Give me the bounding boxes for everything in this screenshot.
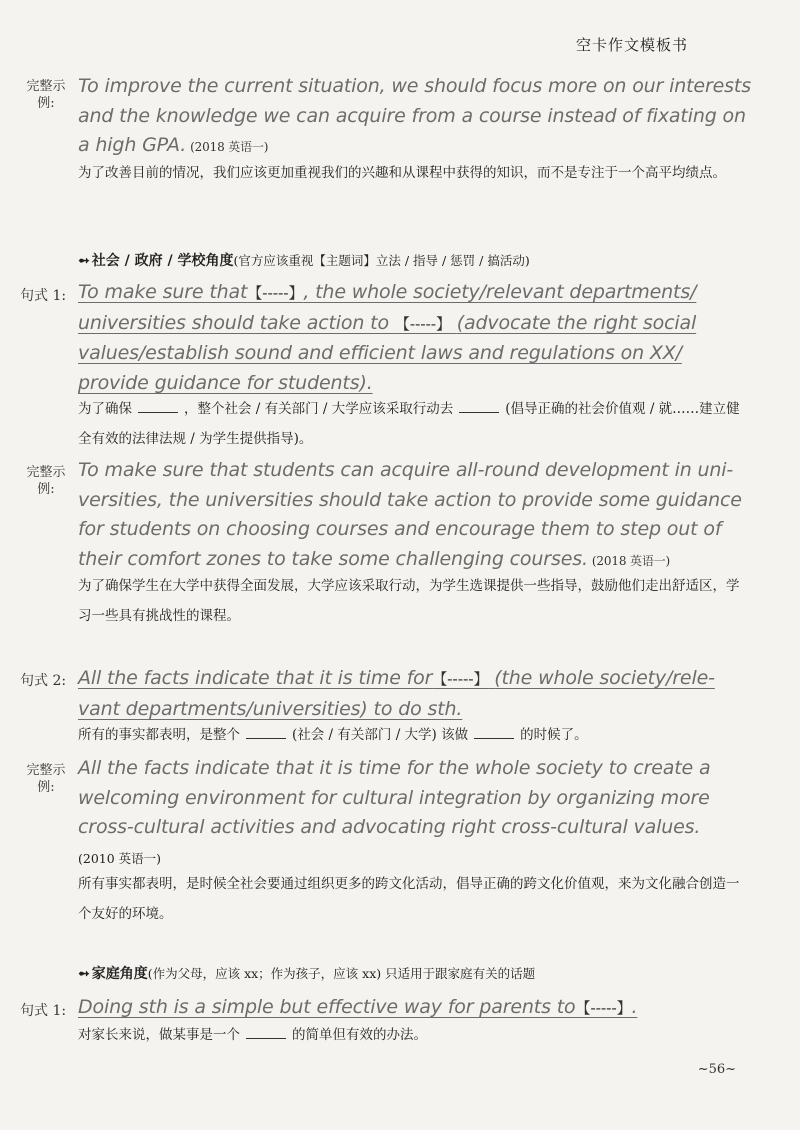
example-3-source: (2010 英语一) [78, 851, 162, 866]
example-2-english: To make sure that students can acquire all-round development in uni- versities, the universities should take action to provide some guidance for students on choosing courses and encourage them to step out of their comfort zones to take some challenging courses. (2018 英语一) [78, 459, 742, 570]
fill-blank [246, 1028, 286, 1039]
section-heading-society: ➻ 社会 / 政府 / 学校角度(官方应该重视【主题词】立法 / 指导 / 惩罚 / 搞活动) [78, 253, 530, 269]
blank-bracket: 【-----】 [575, 999, 632, 1017]
blank-bracket: 【-----】 [247, 284, 304, 302]
section-heading-family: ➻ 家庭角度(作为父母，应该 xx；作为孩子，应该 xx) 只适用于跟家庭有关的话题 [78, 966, 536, 982]
example-1-source: (2018 英语一) [190, 140, 269, 154]
pattern-1-label: 句式 1: [20, 1003, 67, 1019]
arrow-icon: ➻ [78, 253, 90, 269]
example-2-chinese: 为了确保学生在大学中获得全面发展，大学应该采取行动，为学生选课提供一些指导，鼓励他们走出舒适区，学习一些具有挑战性的课程。 [78, 578, 740, 624]
pattern-1-chinese: 为了确保 ，整个社会 / 有关部门 / 大学应该采取行动去 (倡导正确的社会价值观 / 就……建立健全有效的法律法规 / 为学生提供指导)。 [78, 401, 740, 447]
fill-blank [474, 728, 514, 739]
fill-blank [459, 402, 499, 413]
arrow-icon: ➻ [78, 966, 90, 982]
family-pattern-1-english: Doing sth is a simple but effective way for parents to【-----】. [78, 996, 638, 1018]
example-3-chinese: 所有事实都表明，是时候全社会要通过组织更多的跨文化活动，倡导正确的跨文化价值观，来为文化融合创造一个友好的环境。 [78, 876, 740, 922]
blank-bracket: 【-----】 [432, 670, 489, 688]
pattern-1-english: To make sure that【-----】, the whole society/relevant departments/ universities should take action to 【-----】 (advocate the right social values/establish sound and efficient laws and regulations on XX/ provide guidance for students). [78, 281, 697, 394]
pattern-1-label: 句式 1: [20, 288, 67, 304]
book-title-header: 空卡作文模板书 [575, 36, 688, 54]
example-2-source: (2018 英语一) [591, 553, 671, 568]
example-1-english: To improve the current situation, we should focus more on our interests and the knowledge we can acquire from a course instead of fixating on a high GPA. (2018 英语一) [78, 75, 751, 156]
blank-bracket: 【-----】 [394, 314, 451, 333]
pattern-2-label: 句式 2: [20, 673, 67, 689]
example-label: 完整示例: [26, 79, 66, 111]
example-label: 完整示例: [26, 763, 66, 795]
example-label: 完整示例: [26, 465, 66, 497]
family-pattern-1-chinese: 对家长来说，做某事是一个 的简单但有效的办法。 [78, 1027, 427, 1043]
example-3-english: All the facts indicate that it is time for the whole society to create a welcoming environment for cultural integration by organizing more cross-cultural activities and advocating right cross-cultural values. [78, 757, 711, 838]
page-number: ~56~ [697, 1062, 736, 1077]
fill-blank [246, 728, 286, 739]
pattern-2-english: All the facts indicate that it is time for【-----】 (the whole society/rele- vant departments/universities) to do sth. [78, 667, 715, 720]
example-1-chinese: 为了改善目前的情况，我们应该更加重视我们的兴趣和从课程中获得的知识，而不是专注于一个高平均绩点。 [78, 165, 726, 181]
fill-blank [138, 402, 178, 413]
pattern-2-chinese: 所有的事实都表明，是整个 (社会 / 有关部门 / 大学) 该做 的时候了。 [78, 727, 588, 743]
